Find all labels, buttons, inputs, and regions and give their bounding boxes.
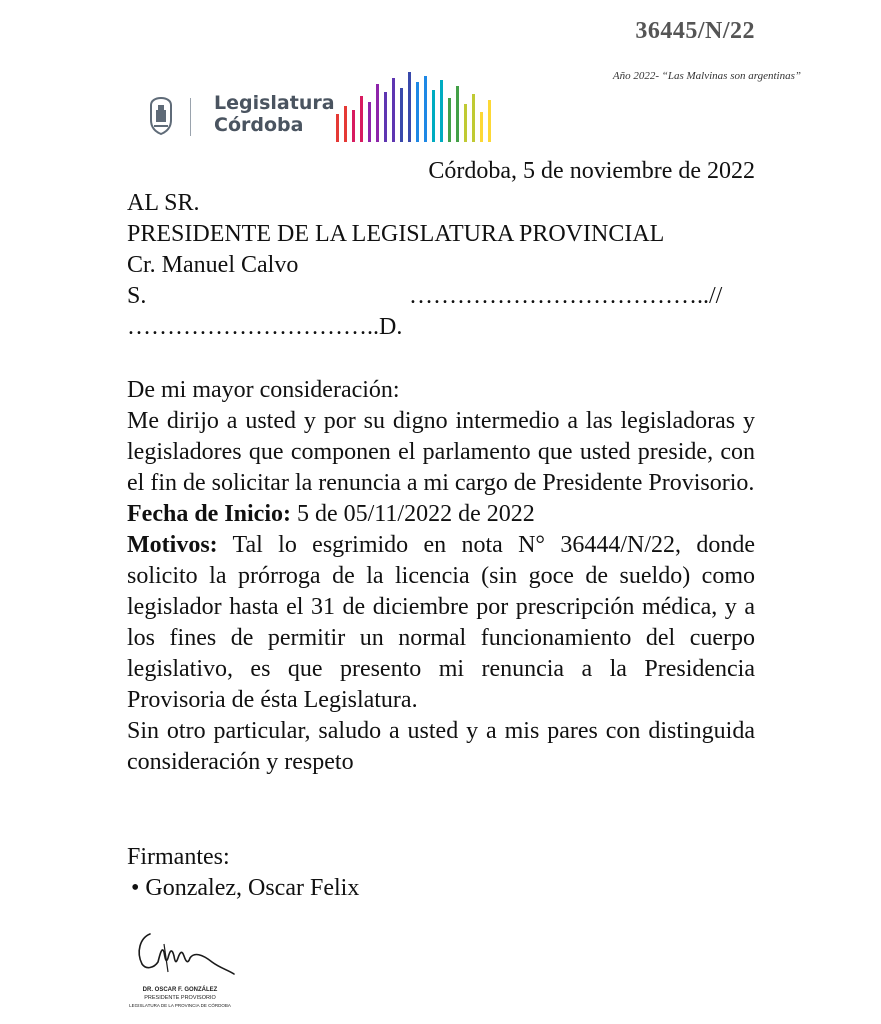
logo-color-bar	[400, 88, 403, 142]
d-line: …………………………..D.	[127, 314, 403, 340]
signature-name: DR. OSCAR F. GONZÁLEZ	[142, 987, 218, 993]
signers-label: Firmantes:	[127, 844, 230, 870]
logo-color-bar	[464, 104, 467, 142]
letter-date: Córdoba, 5 de noviembre de 2022	[428, 158, 755, 184]
addressee-line: PRESIDENTE DE LA LEGISLATURA PROVINCIAL	[127, 221, 665, 247]
logo-color-bar	[368, 102, 371, 142]
addressee-line: AL SR.	[127, 190, 200, 216]
logo-line-1: Legislatura	[214, 92, 335, 114]
logo-color-bar	[448, 98, 451, 142]
legislatura-logo	[146, 70, 506, 142]
logo-color-bar	[336, 114, 339, 142]
handwritten-signature	[128, 924, 238, 984]
logo-color-bar	[424, 76, 427, 142]
signature-caption	[118, 986, 242, 1010]
logo-color-bar	[344, 106, 347, 142]
salutation: De mi mayor consideración:	[127, 377, 400, 403]
addressee-block	[127, 188, 755, 343]
logo-color-bar	[360, 96, 363, 142]
logo-divider	[190, 98, 191, 136]
logo-color-bar	[352, 110, 355, 142]
s-line	[127, 281, 755, 312]
logo-color-bar	[456, 86, 459, 142]
logo-color-bar	[376, 84, 379, 142]
logo-color-bar	[440, 80, 443, 142]
logo-color-bar	[488, 100, 491, 142]
logo-color-bar	[480, 112, 483, 142]
logo-line-2: Córdoba	[214, 114, 304, 136]
logo-wordmark	[214, 92, 335, 136]
letter-body	[127, 375, 755, 778]
signature-role: PRESIDENTE PROVISORIO	[144, 995, 216, 1001]
s-prefix: S.	[127, 283, 147, 309]
file-number: 36445/N/22	[635, 18, 755, 44]
color-bars-graphic	[332, 70, 502, 142]
start-date-line	[127, 499, 755, 530]
logo-color-bar	[384, 92, 387, 142]
start-date-label: Fecha de Inicio:	[127, 501, 291, 527]
provincial-seal-icon	[146, 96, 176, 136]
start-date-value: 5 de 05/11/2022 de 2022	[290, 501, 535, 527]
addressee-line: Cr. Manuel Calvo	[127, 252, 299, 278]
logo-color-bar	[392, 78, 395, 142]
body-paragraph: Me dirijo a usted y por su digno intermedio a las legisladoras y legisladores que componen el parlamento que usted preside, con el fin de solicitar la renuncia a mi cargo de Presidente Provisorio.	[127, 408, 755, 496]
s-dots: ………………………………..//	[409, 283, 723, 309]
signers-block	[127, 842, 755, 904]
closing-paragraph: Sin otro particular, saludo a usted y a mis pares con distinguida consideración y respeto	[127, 718, 755, 775]
signer-item: • Gonzalez, Oscar Felix	[131, 875, 360, 901]
year-motto: Año 2022- “Las Malvinas son argentinas”	[612, 70, 801, 82]
logo-color-bar	[408, 72, 411, 142]
reasons-text: Tal lo esgrimido en nota N° 36444/N/22, donde solicito la prórroga de la licencia (sin goce de sueldo) como legislador hasta el 31 de diciembre por prescripción médica, y a los fines de permitir un normal funcionamiento del cuerpo legislativo, es que presento mi renuncia a la Presidencia Provisoria de ésta Legislatura.	[127, 532, 755, 713]
signature-stamp	[118, 924, 242, 1024]
logo-color-bar	[472, 94, 475, 142]
logo-color-bar	[432, 90, 435, 142]
reasons-label: Motivos:	[127, 532, 218, 558]
reasons-paragraph	[127, 530, 755, 716]
logo-color-bar	[416, 82, 419, 142]
signature-org: LEGISLATURA DE LA PROVINCIA DE CÓRDOBA	[129, 1003, 231, 1008]
